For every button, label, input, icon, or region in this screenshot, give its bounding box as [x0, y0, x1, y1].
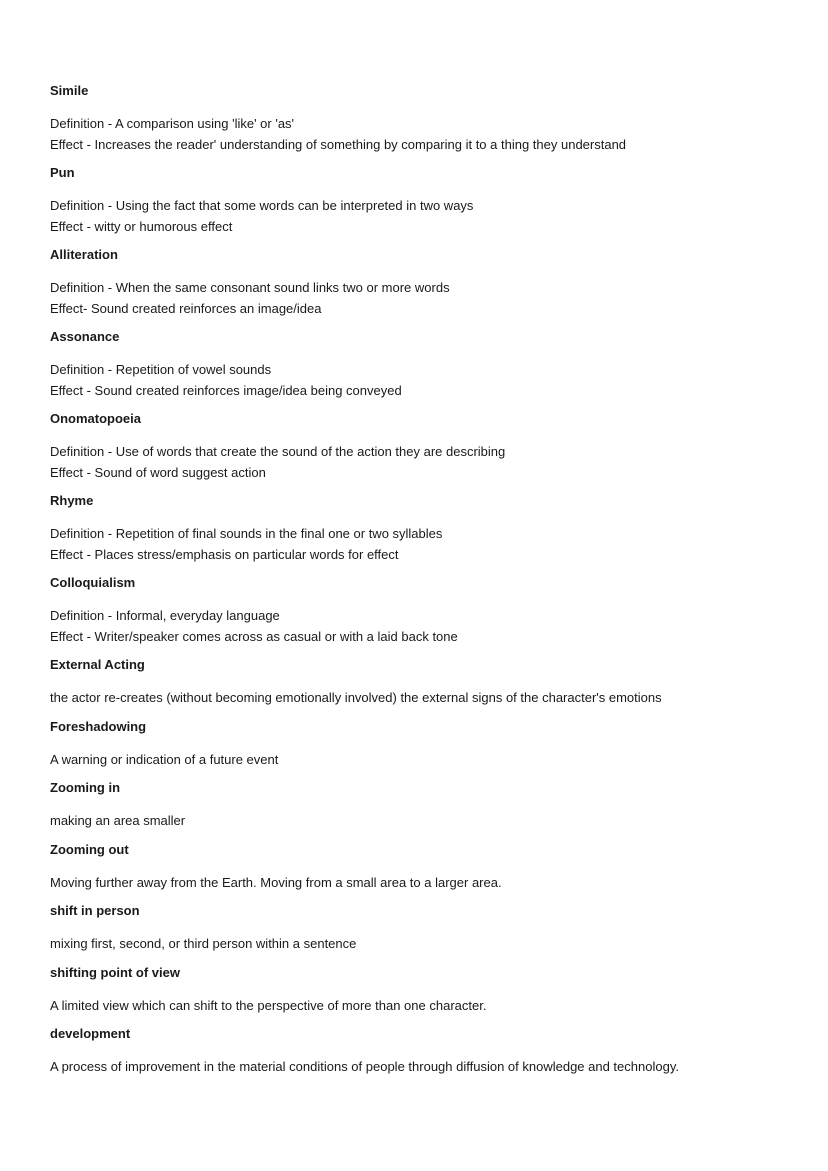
- term-description: [50, 360, 790, 401]
- description-line-secondary: Effect - Increases the reader' understanding of something by comparing it to a thing they understand: [50, 136, 627, 152]
- term-heading: Zooming out: [50, 841, 129, 857]
- description-line-primary: Moving further away from the Earth. Moving from a small area to a larger area.: [50, 874, 502, 890]
- term-description: [50, 873, 790, 894]
- term-heading: Onomatopoeia: [50, 411, 142, 426]
- glossary-entry: [50, 842, 790, 894]
- term-heading: External Acting: [50, 657, 145, 672]
- glossary-entry: [50, 965, 790, 1017]
- glossary-entry: [50, 329, 790, 401]
- term-description: [50, 524, 790, 565]
- term-description: [50, 811, 790, 832]
- description-line-primary: Definition - A comparison using 'like' or 'as': [50, 116, 295, 131]
- term-description: [50, 196, 790, 237]
- term-description: [50, 606, 790, 647]
- term-heading: Rhyme: [50, 493, 94, 508]
- glossary-entry: [50, 493, 790, 565]
- glossary-document: [50, 83, 790, 1088]
- description-line-primary: Definition - Use of words that create the sound of the action they are describing: [50, 444, 506, 459]
- description-line-primary: Definition - When the same consonant sound links two or more words: [50, 280, 450, 295]
- glossary-entry: [50, 780, 790, 832]
- description-line-primary: A process of improvement in the material conditions of people through diffusion of knowledge and technology.: [50, 1059, 679, 1074]
- term-heading: Foreshadowing: [50, 718, 147, 734]
- description-line-primary: Definition - Repetition of vowel sounds: [50, 362, 272, 377]
- glossary-entry: [50, 247, 790, 319]
- term-heading: development: [50, 1026, 131, 1041]
- description-line-primary: A warning or indication of a future event: [50, 751, 279, 767]
- term-description: [50, 278, 790, 319]
- term-heading: shifting point of view: [50, 964, 180, 980]
- description-line-primary: mixing first, second, or third person within a sentence: [50, 936, 357, 951]
- term-description: [50, 1057, 790, 1078]
- description-line-primary: A limited view which can shift to the perspective of more than one character.: [50, 997, 487, 1013]
- term-heading: Alliteration: [50, 247, 118, 262]
- glossary-entry: [50, 903, 790, 955]
- description-line-primary: Definition - Informal, everyday language: [50, 608, 280, 623]
- description-line-primary: the actor re-creates (without becoming emotionally involved) the external signs of the character's emotions: [50, 690, 662, 705]
- glossary-entry: [50, 719, 790, 771]
- term-heading: Assonance: [50, 329, 120, 344]
- term-description: [50, 114, 790, 155]
- term-heading: Zooming in: [50, 780, 121, 795]
- glossary-entry: [50, 83, 790, 155]
- description-line-secondary: Effect - witty or humorous effect: [50, 218, 233, 234]
- description-line-secondary: Effect - Writer/speaker comes across as casual or with a laid back tone: [50, 628, 458, 644]
- term-heading: Simile: [50, 83, 89, 98]
- glossary-entry: [50, 575, 790, 647]
- term-heading: Colloquialism: [50, 575, 136, 590]
- term-description: [50, 688, 790, 709]
- glossary-entry: [50, 165, 790, 237]
- term-description: [50, 442, 790, 483]
- description-line-primary: Definition - Using the fact that some words can be interpreted in two ways: [50, 198, 474, 213]
- glossary-entry: [50, 411, 790, 483]
- description-line-primary: Definition - Repetition of final sounds in the final one or two syllables: [50, 526, 443, 541]
- term-heading: shift in person: [50, 903, 140, 918]
- term-description: [50, 750, 790, 771]
- glossary-entry: [50, 1026, 790, 1078]
- description-line-secondary: Effect - Sound created reinforces image/idea being conveyed: [50, 382, 402, 398]
- term-description: [50, 934, 790, 955]
- description-line-primary: making an area smaller: [50, 813, 186, 828]
- term-description: [50, 996, 790, 1017]
- description-line-secondary: Effect- Sound created reinforces an image/idea: [50, 300, 322, 316]
- description-line-secondary: Effect - Places stress/emphasis on particular words for effect: [50, 546, 399, 562]
- glossary-entry: [50, 657, 790, 709]
- term-heading: Pun: [50, 165, 75, 180]
- description-line-secondary: Effect - Sound of word suggest action: [50, 464, 266, 480]
